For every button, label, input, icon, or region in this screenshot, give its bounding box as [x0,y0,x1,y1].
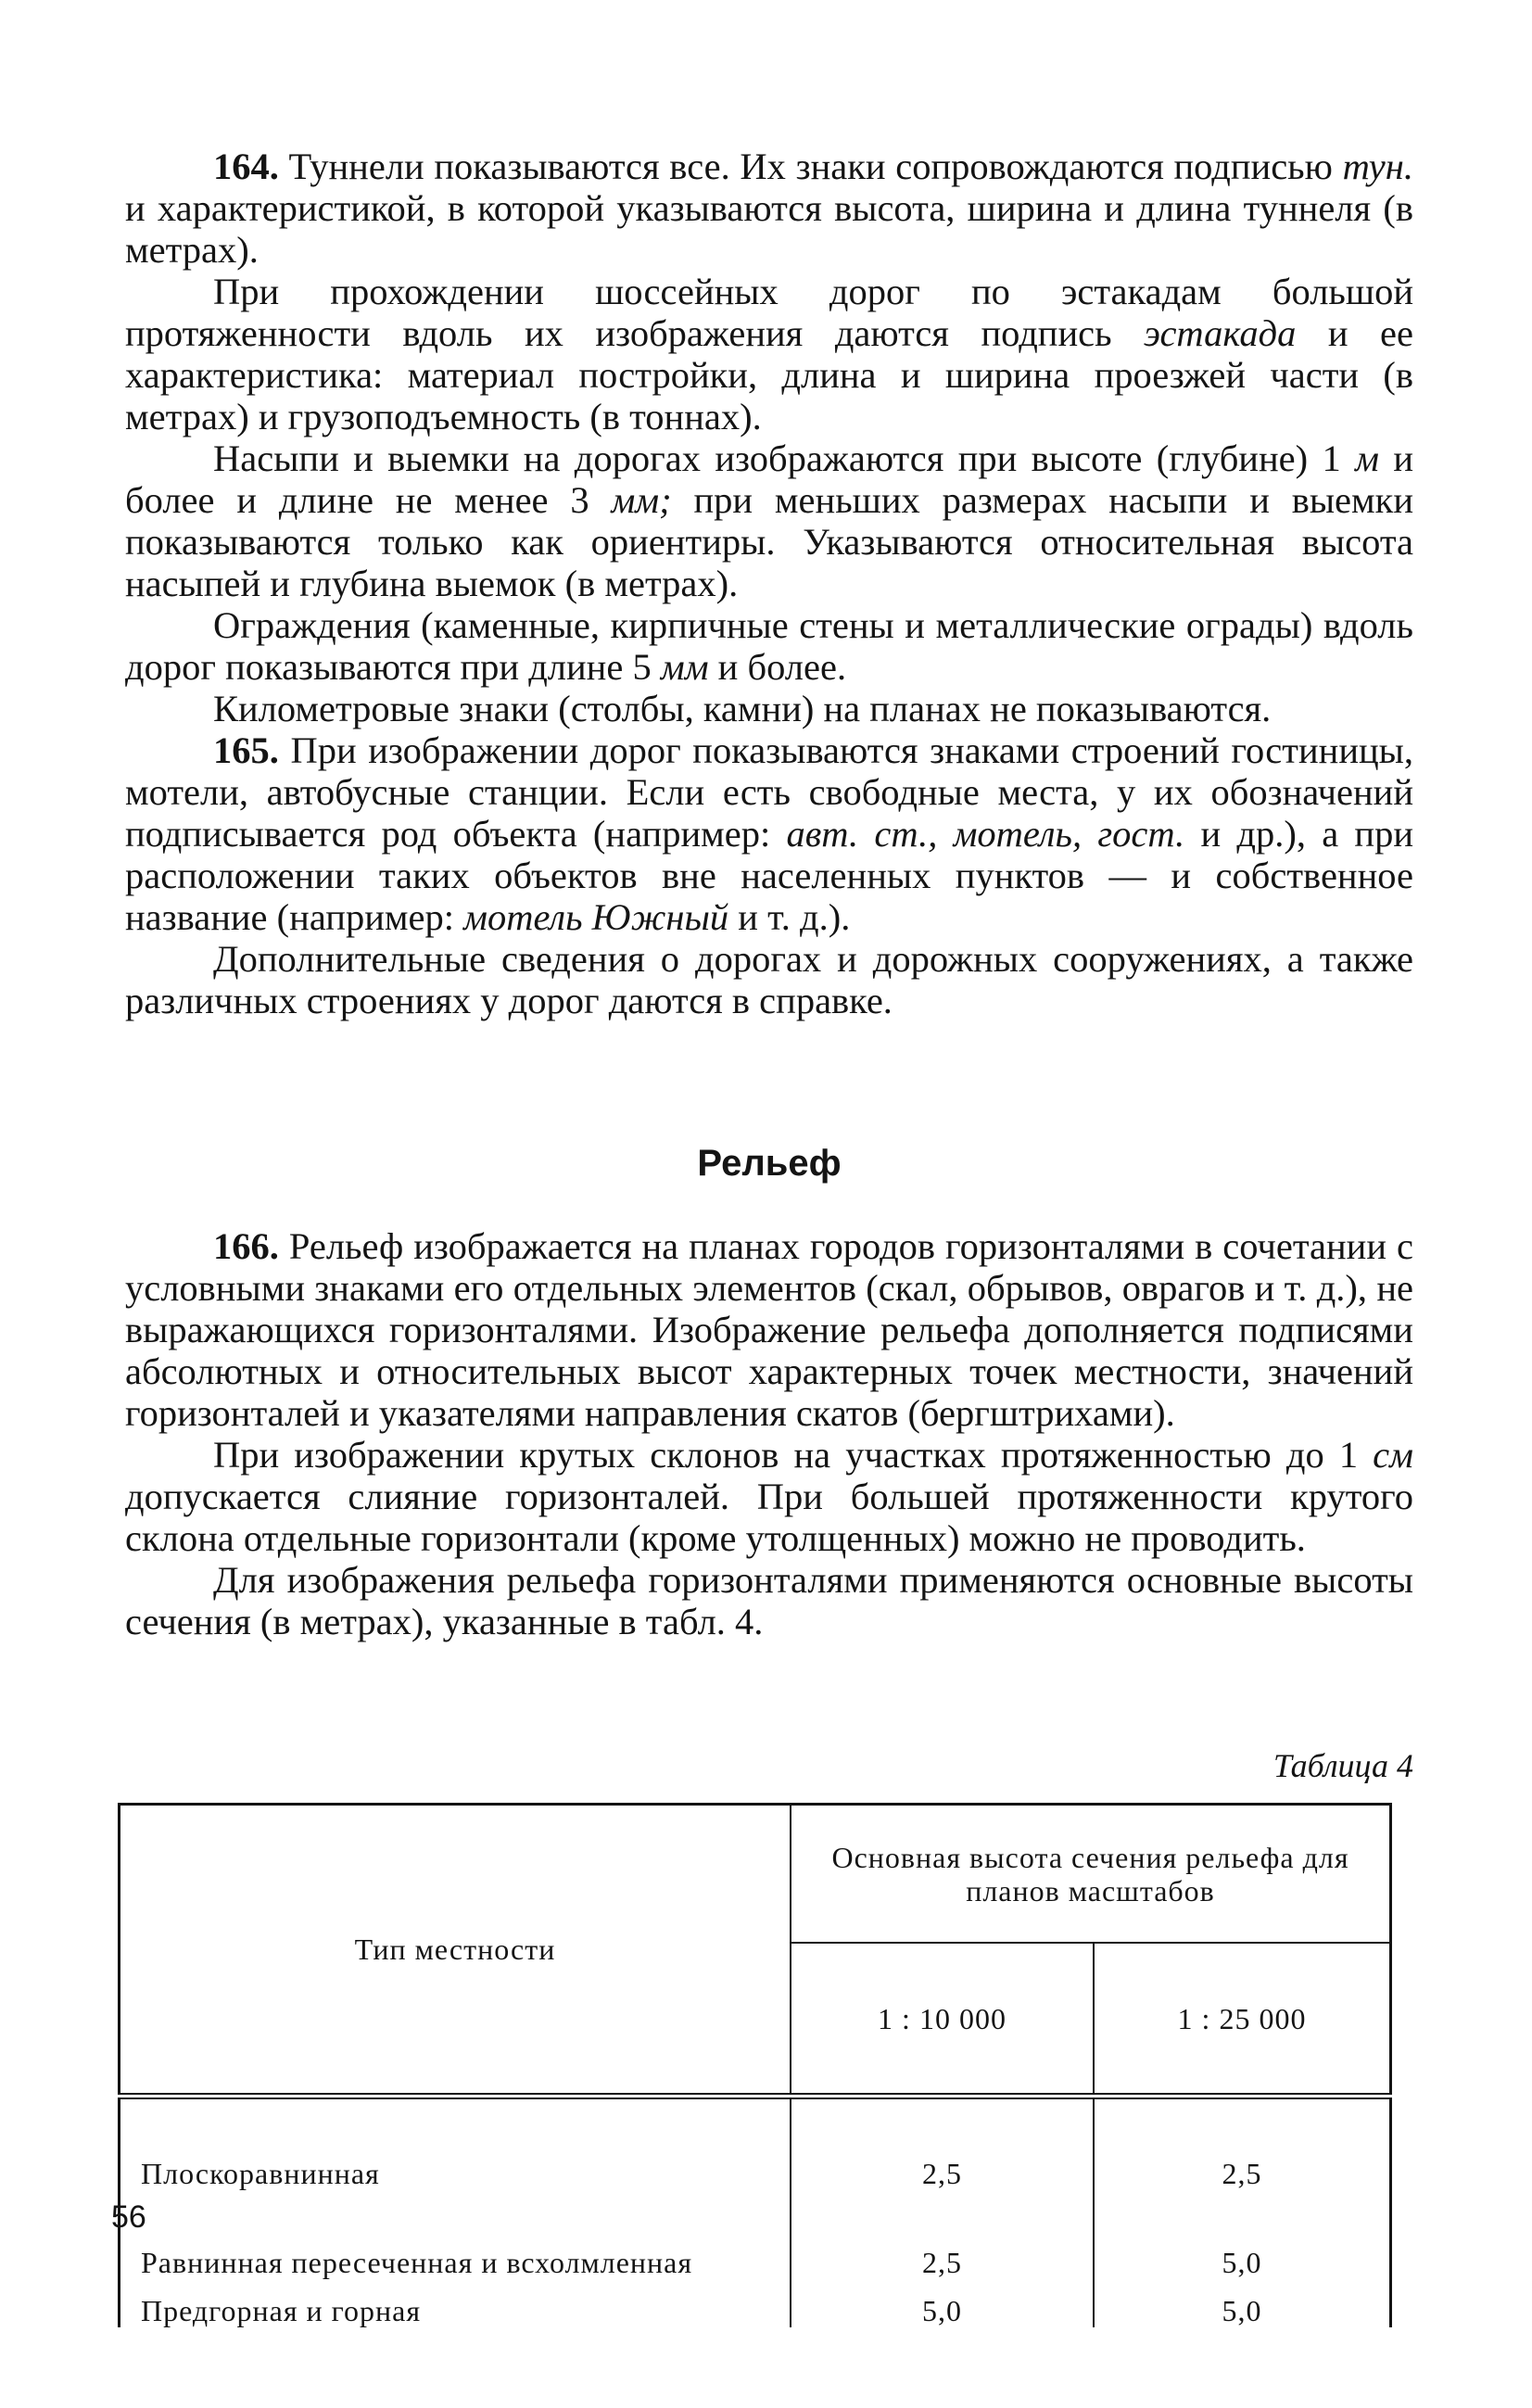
page-number: 56 [111,2199,146,2235]
header-contour-interval: Основная высота сечения рельефа для планов масштабов [791,1805,1391,1944]
paragraph-overpasses: При прохождении шоссейных дорог по эстакадам большой протяженности вдоль их изображения даются подпись эстакада и ее характеристика: материал постройки, длина и ширина проезжей части (в метрах) и грузоподъемность (в тоннах). [125,271,1413,437]
paragraph-166-relief: 166. Рельеф изображается на планах городов горизонталями в сочетании с условными знаками его отдельных элементов (скал, обрывов, оврагов и т. д.), не выражающихся горизонталями. Изображение рельефа дополняется подписями абсолютных и относительных высот характерных точек местности, значений горизонталей и указателями направления скатов (бергштрихами). [125,1225,1413,1434]
contour-interval-table [118,1803,1392,2327]
table-caption: Таблица 4 [1272,1747,1413,1784]
table-row: Плоскоравнинная 2,5 2,5 [120,2097,1391,2191]
paragraph-kilometer-signs: Километровые знаки (столбы, камни) на планах не показываются. [213,688,1272,729]
paragraph-steep-slopes: При изображении крутых склонов на участках протяженностью до 1 см допускается слияние горизонталей. При большей протяженности крутого склона отдельные горизонтали (кроме утолщенных) можно не проводить. [125,1434,1413,1559]
text-block-relief [125,1225,1413,1642]
paragraph-embankments: Насыпи и выемки на дорогах изображаются при высоте (глубине) 1 м и более и длине не менее 3 мм; при меньших размерах насыпи и выемки показываются только как ориентиры. Указываются относительная высота насыпей и глубина выемок (в метрах). [125,437,1413,604]
header-scale-10000: 1 : 10 000 [791,1943,1094,2096]
item-number: 165. [213,729,279,771]
header-terrain-type: Тип местности [120,1805,791,2097]
paragraph-165-buildings: 165. При изображении дорог показываются знаками строений гостиницы, мотели, автобусные станции. Если есть свободные места, у их обозначений подписывается род объекта (например: авт. ст., мотель, гост. и др.), а при расположении таких объектов вне населенных пунктов — и собственное название (например: мотель Южный и т. д.). [125,729,1413,938]
item-number: 166. [213,1225,279,1267]
paragraph-additional-info: Дополнительные сведения о дорогах и дорожных сооружениях, а также различных строениях у дорог даются в справке. [125,938,1413,1021]
section-heading: Рельеф [697,1143,842,1184]
table-row: Равнинная пересеченная и всхолмленная 2,5 5,0 [120,2190,1391,2279]
paragraph-fences: Ограждения (каменные, кирпичные стены и металлические ограды) вдоль дорог показываются при длине 5 мм и более. [125,604,1413,688]
paragraph-contour-intervals: Для изображения рельефа горизонталями применяются основные высоты сечения (в метрах), указанные в табл. 4. [125,1559,1413,1642]
header-scale-25000: 1 : 25 000 [1094,1943,1391,2096]
table-row: Предгорная и горная 5,0 5,0 [120,2279,1391,2327]
paragraph-164-tunnels: 164. Туннели показываются все. Их знаки сопровождаются подписью тун. и характеристикой, в которой указываются высота, ширина и длина туннеля (в метрах). [125,146,1413,271]
text-block-top [125,146,1413,1021]
item-number: 164. [213,146,279,187]
